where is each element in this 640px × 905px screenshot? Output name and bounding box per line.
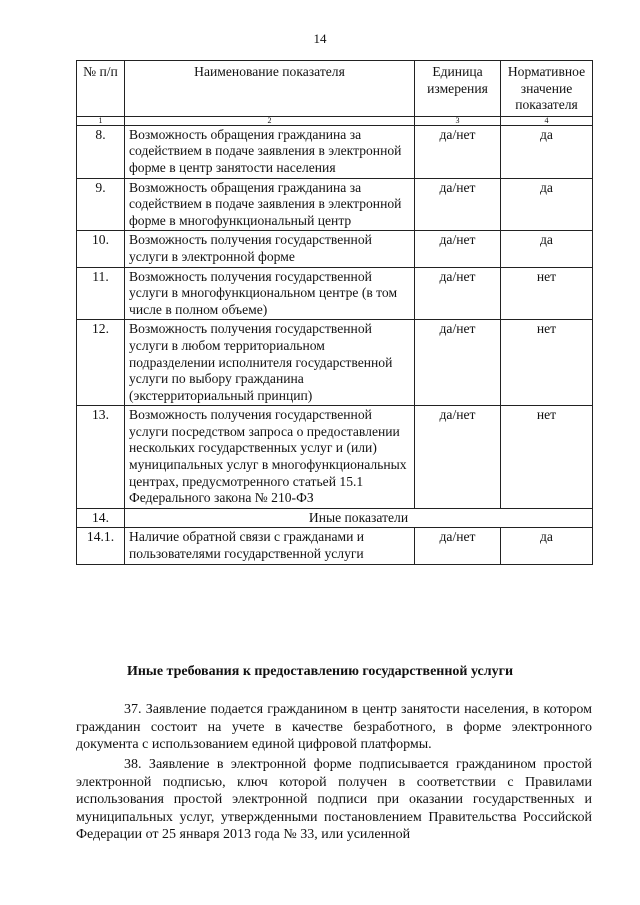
row-number: 11.: [77, 267, 125, 320]
row-name: Возможность обращения гражданина за содействием в подаче заявления в электронной форме в многофункциональный центр: [125, 178, 415, 231]
header-name: Наименование показателя: [125, 61, 415, 117]
table-row: [77, 231, 593, 267]
column-number: 3: [415, 116, 501, 125]
row-unit: да/нет: [415, 267, 501, 320]
section-row: [77, 508, 593, 528]
table-row: [77, 178, 593, 231]
row-unit: да/нет: [415, 406, 501, 509]
row-unit: да/нет: [415, 178, 501, 231]
row-number: 14.1.: [77, 528, 125, 564]
indicators-table: [76, 60, 593, 565]
column-number: 1: [77, 116, 125, 125]
row-name: Возможность получения государственной услуги в электронной форме: [125, 231, 415, 267]
section-number: 14.: [77, 508, 125, 528]
row-norm: да: [501, 231, 593, 267]
row-name: Возможность получения государственной услуги в многофункциональном центре (в том числе в полном объеме): [125, 267, 415, 320]
column-number: 2: [125, 116, 415, 125]
table-row: [77, 125, 593, 178]
column-numbers-row: [77, 116, 593, 125]
row-norm: да: [501, 125, 593, 178]
row-name: Возможность обращения гражданина за содействием в подаче заявления в электронной форме в центр занятости населения: [125, 125, 415, 178]
section-heading: Иные требования к предоставлению государственной услуги: [126, 664, 514, 679]
paragraph-37: 37. Заявление подается гражданином в центр занятости населения, в котором гражданин состоит на учете в качестве безработного, в форме электронного документа с использованием единой цифровой платформы.: [76, 702, 592, 753]
paragraph-38: 38. Заявление в электронной форме подписывается гражданином простой электронной подписью, ключ которой получен в соответствии с Правилами использования простой электронной подписи при оказании государственных и муниципальных услуг, утвержденными постановлением Правительства Российской Федерации от 25 января 2013 года № 33, или усиленной: [76, 757, 592, 843]
page-number: 14: [313, 31, 327, 46]
row-unit: да/нет: [415, 231, 501, 267]
row-unit: да/нет: [415, 320, 501, 406]
table-row: [77, 528, 593, 564]
table-row: [77, 406, 593, 509]
row-norm: нет: [501, 267, 593, 320]
column-number: 4: [501, 116, 593, 125]
row-norm: да: [501, 528, 593, 564]
row-number: 12.: [77, 320, 125, 406]
row-unit: да/нет: [415, 125, 501, 178]
row-name: Наличие обратной связи с гражданами и пользователями государственной услуги: [125, 528, 415, 564]
row-number: 8.: [77, 125, 125, 178]
header-number: № п/п: [77, 61, 125, 117]
row-number: 13.: [77, 406, 125, 509]
header-unit: Единица измерения: [415, 61, 501, 117]
section-label: Иные показатели: [125, 508, 593, 528]
header-norm: Нормативное значение показателя: [501, 61, 593, 117]
row-name: Возможность получения государственной услуги посредством запроса о предоставлении нескольких государственных услуг и (или) муниципальных услуг в многофункциональных центрах, предусмотренного статьей 15.1 Федерального закона № 210-ФЗ: [125, 406, 415, 509]
table-row: [77, 320, 593, 406]
row-norm: нет: [501, 406, 593, 509]
table-header-row: [77, 61, 593, 117]
row-norm: нет: [501, 320, 593, 406]
row-number: 9.: [77, 178, 125, 231]
row-name: Возможность получения государственной услуги в любом территориальном подразделении исполнителя государственной услуги по выбору гражданина (экстерриториальный принцип): [125, 320, 415, 406]
row-norm: да: [501, 178, 593, 231]
row-unit: да/нет: [415, 528, 501, 564]
row-number: 10.: [77, 231, 125, 267]
table-row: [77, 267, 593, 320]
